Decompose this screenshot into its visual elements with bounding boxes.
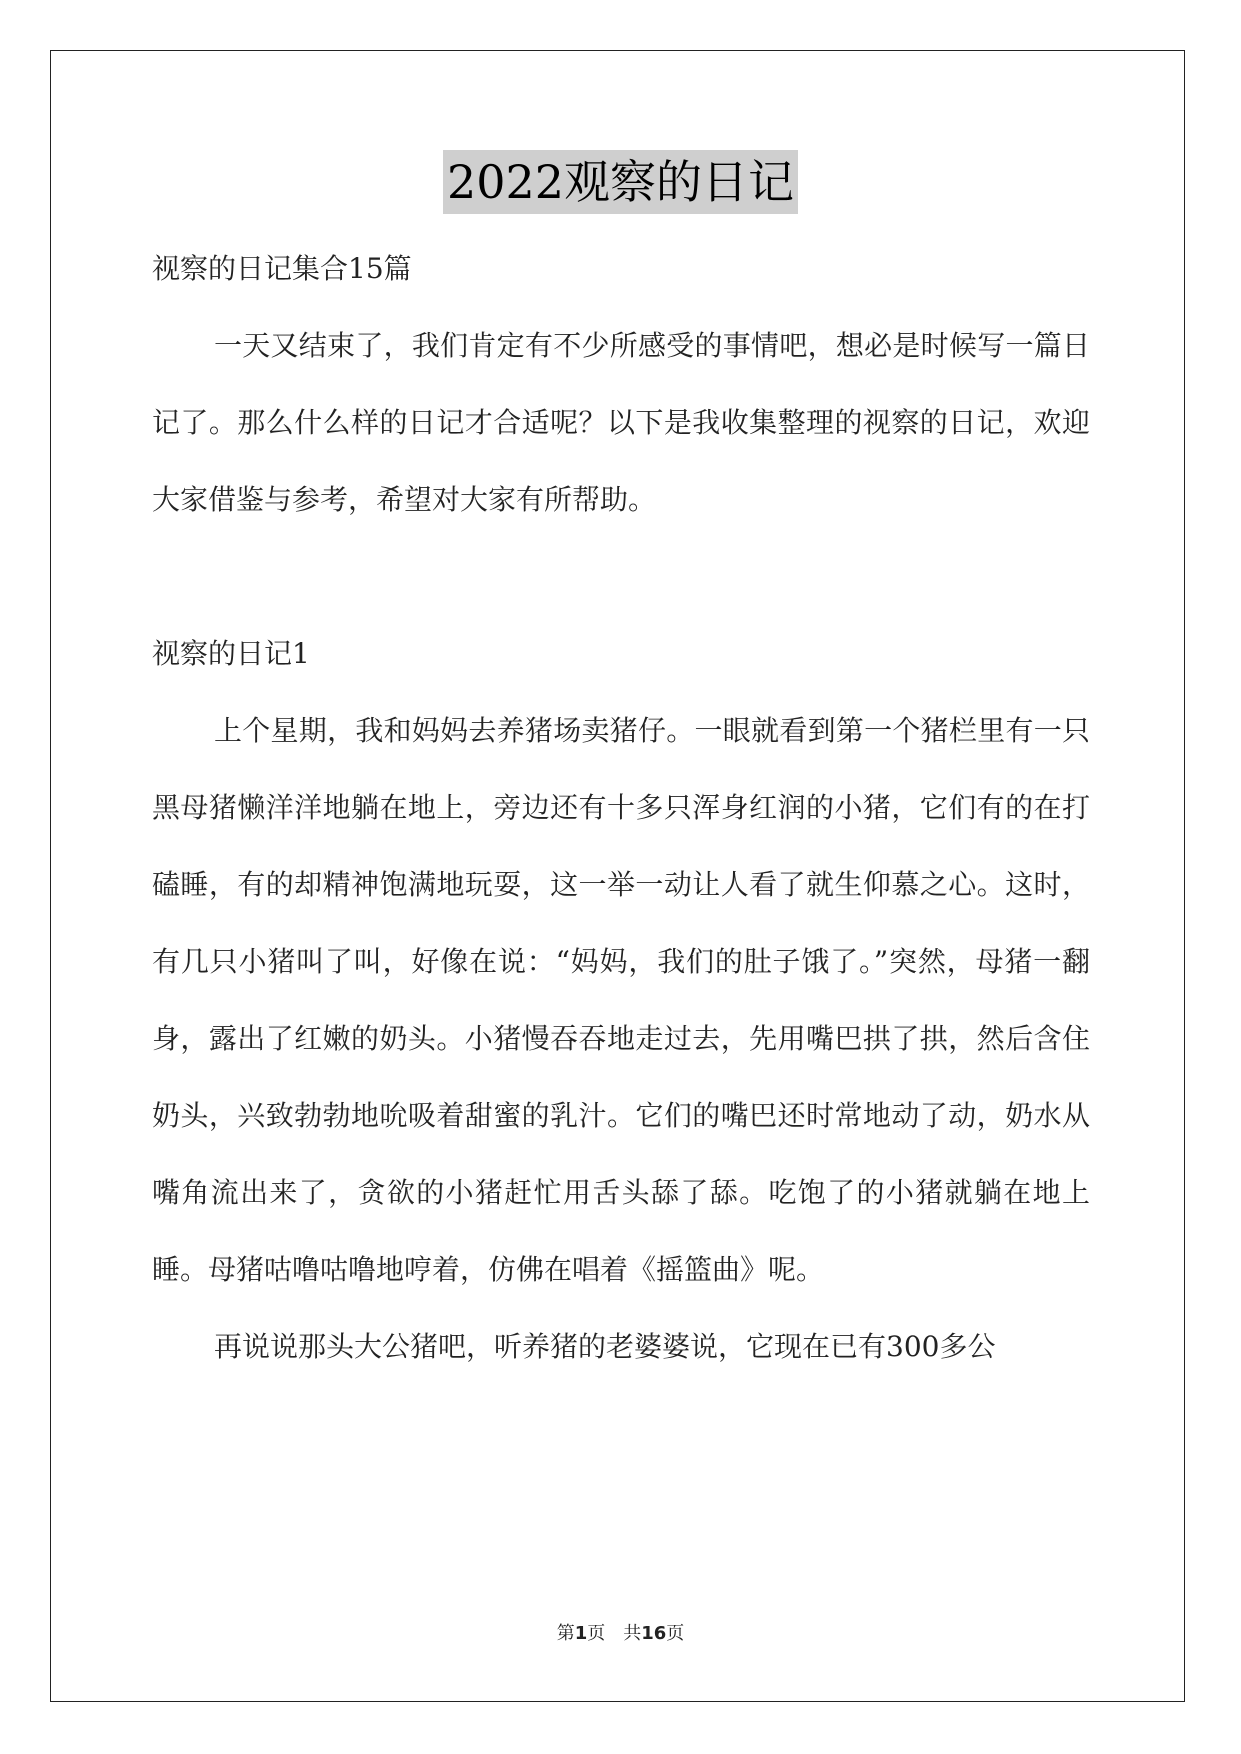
footer-page-number: 1 (574, 1623, 588, 1644)
spacer (152, 538, 1090, 615)
body-paragraph-2: 再说说那头大公猪吧，听养猪的老婆婆说，它现在已有300多公 (214, 1330, 996, 1363)
intro-paragraph: 一天又结束了，我们肯定有不少所感受的事情吧，想必是时候写一篇日记了。那么什么样的日记才合适呢？以下是我收集整理的视察的日记，欢迎大家借鉴与参考，希望对大家有所帮助。 (152, 329, 1090, 516)
page-footer (0, 1619, 1241, 1645)
footer-prefix: 第 (556, 1623, 575, 1644)
footer-suffix: 页 (666, 1623, 685, 1644)
collection-subtitle: 视察的日记集合15篇 (152, 252, 412, 285)
title-container (0, 150, 1241, 214)
footer-mid: 页 共 (587, 1623, 642, 1644)
document-title: 2022观察的日记 (443, 150, 798, 214)
section-heading: 视察的日记1 (152, 637, 310, 670)
document-body (152, 230, 1090, 1385)
footer-total-pages: 16 (641, 1623, 667, 1644)
body-paragraph-1: 上个星期，我和妈妈去养猪场卖猪仔。一眼就看到第一个猪栏里有一只黑母猪懒洋洋地躺在地上，旁边还有十多只浑身红润的小猪，它们有的在打磕睡，有的却精神饱满地玩耍，这一举一动让人看了就生仰慕之心。这时，有几只小猪叫了叫，好像在说：“妈妈，我们的肚子饿了。”突然，母猪一翻身，露出了红嫩的奶头。小猪慢吞吞地走过去，先用嘴巴拱了拱，然后含住奶头，兴致勃勃地吮吸着甜蜜的乳汁。它们的嘴巴还时常地动了动，奶水从嘴角流出来了，贪欲的小猪赶忙用舌头舔了舔。吃饱了的小猪就躺在地上睡。母猪咕噜咕噜地哼着，仿佛在唱着《摇篮曲》呢。 (152, 714, 1090, 1286)
